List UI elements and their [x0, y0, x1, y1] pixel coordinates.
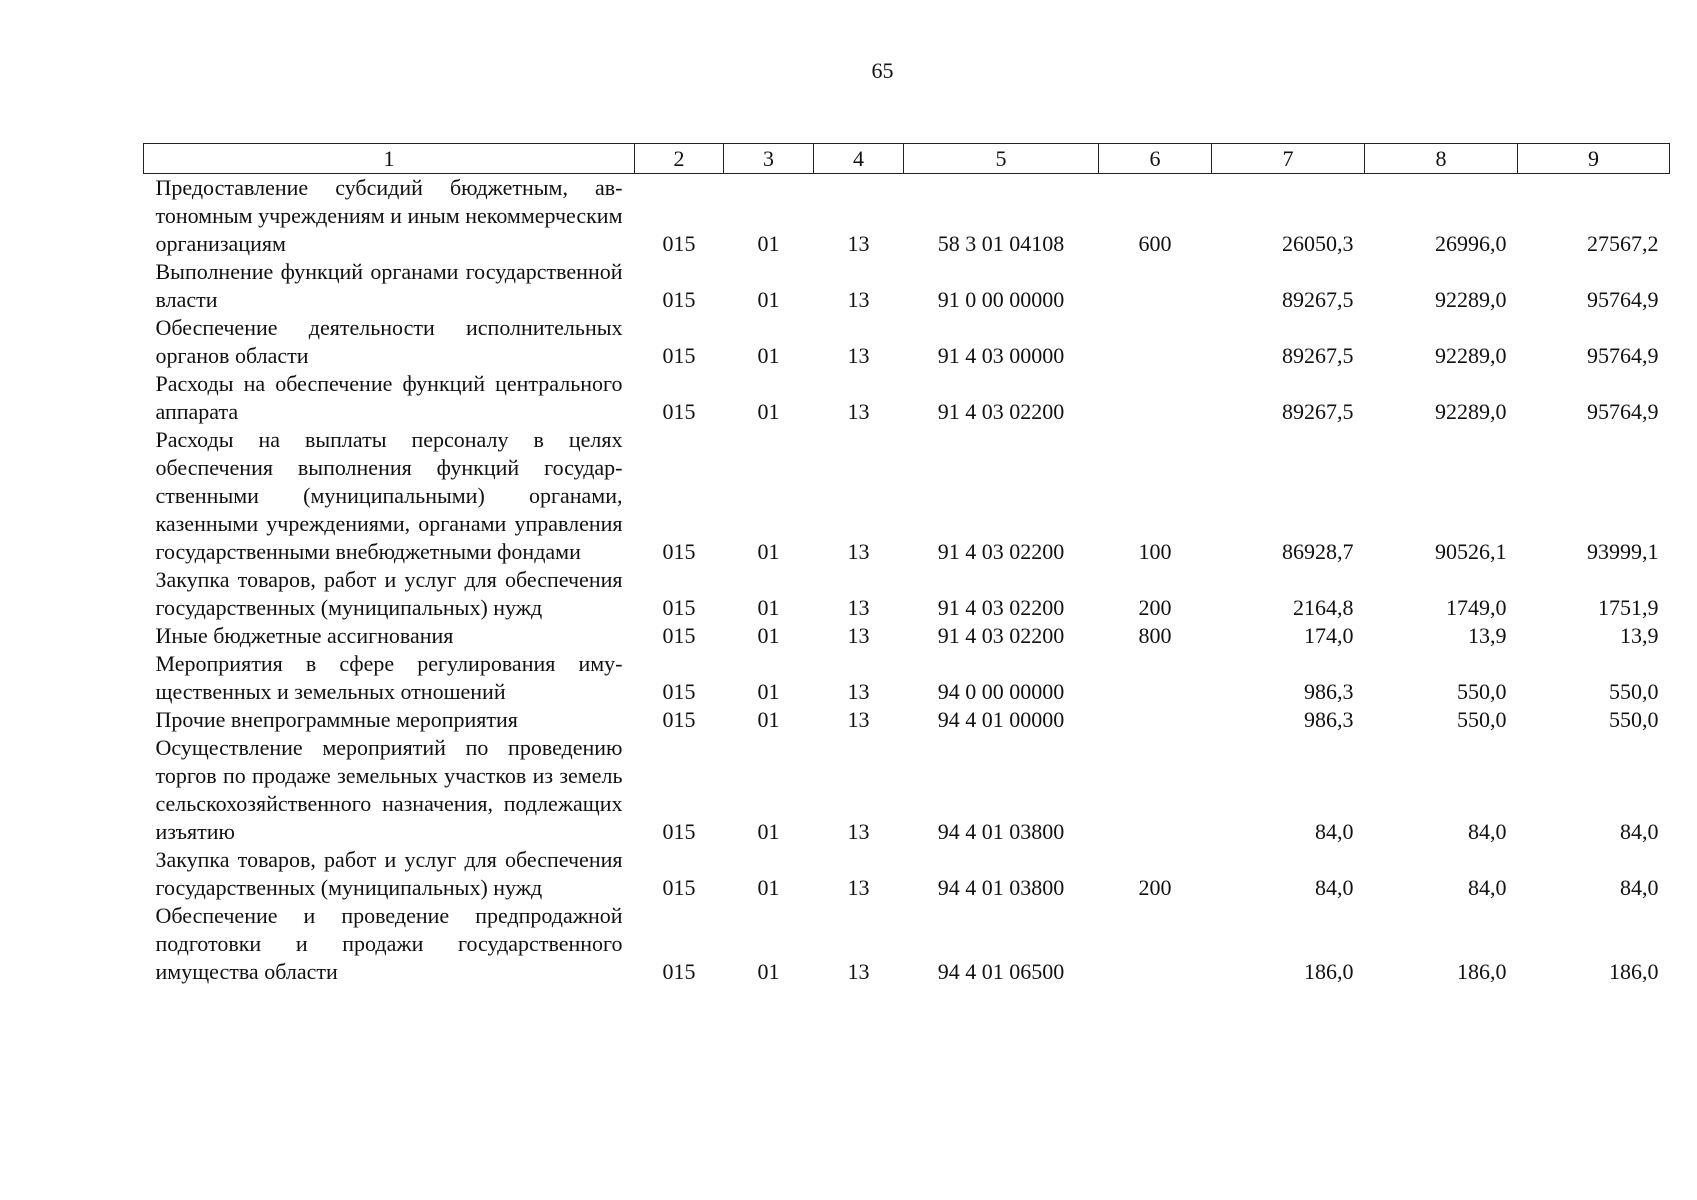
target-article-code: 94 4 01 00000: [937, 707, 1065, 732]
subsection-code: 13: [847, 707, 870, 732]
expense-type-code: [1099, 734, 1212, 846]
ministry-code: 015: [662, 875, 696, 900]
table-row: [144, 846, 1670, 902]
amount-col-7: 186,0: [1304, 959, 1354, 984]
amount-col-7: 174,0: [1304, 623, 1354, 648]
target-article-code: 91 4 03 02200: [937, 623, 1065, 648]
amount-col-8: 90526,1: [1435, 539, 1507, 564]
ministry-code: 015: [662, 399, 696, 424]
table-row: [144, 622, 1670, 650]
subsection-code: 13: [847, 343, 870, 368]
amount-col-7: 2164,8: [1293, 595, 1354, 620]
row-description: Расходы на обеспечение функций центрального аппарата: [155, 371, 623, 424]
column-header: 8: [1365, 144, 1518, 174]
amount-col-8: 1749,0: [1446, 595, 1507, 620]
ministry-code: 015: [662, 595, 696, 620]
target-article-code: 94 4 01 03800: [937, 819, 1065, 844]
amount-col-9: 1751,9: [1598, 595, 1659, 620]
table-body: [144, 174, 1670, 987]
expense-type-code: [1099, 258, 1212, 314]
section-code: 01: [757, 875, 780, 900]
row-description: Обеспечение деятельности исполнительных органов области: [155, 315, 623, 368]
subsection-code: 13: [847, 595, 870, 620]
subsection-code: 13: [847, 623, 870, 648]
amount-col-9: 95764,9: [1587, 287, 1659, 312]
expense-type-code: 600: [1138, 231, 1172, 256]
table-row: [144, 174, 1670, 259]
target-article-code: 91 0 00 00000: [937, 287, 1065, 312]
target-article-code: 91 4 03 02200: [937, 399, 1065, 424]
amount-col-7: 89267,5: [1282, 399, 1354, 424]
amount-col-8: 13,9: [1468, 623, 1507, 648]
amount-col-8: 84,0: [1468, 819, 1507, 844]
expense-type-code: 200: [1138, 875, 1172, 900]
expense-type-code: 100: [1138, 539, 1172, 564]
amount-col-7: 84,0: [1315, 819, 1354, 844]
column-header: 1: [144, 144, 635, 174]
table-header: [144, 144, 1670, 174]
row-description: Обеспечение и проведение предпродажной подготовки и продажи государственного имущества области: [155, 903, 623, 984]
row-description: Закупка товаров, работ и услуг для обеспечения государственных (муниципальных) нужд: [155, 567, 623, 620]
target-article-code: 91 4 03 00000: [937, 343, 1065, 368]
target-article-code: 91 4 03 02200: [937, 595, 1065, 620]
ministry-code: 015: [662, 231, 696, 256]
column-header: 3: [724, 144, 814, 174]
subsection-code: 13: [847, 539, 870, 564]
row-description: Прочие внепрограммные мероприятия: [155, 707, 518, 732]
row-description: Иные бюджетные ассигнования: [155, 623, 454, 648]
row-description: Выполнение функций органами государственной власти: [155, 259, 623, 312]
row-description: Мероприятия в сфере регулирования имущественных и земельных отношений: [155, 651, 623, 704]
ministry-code: 015: [662, 679, 696, 704]
expense-type-code: [1099, 706, 1212, 734]
amount-col-7: 986,3: [1304, 707, 1354, 732]
amount-col-9: 550,0: [1609, 707, 1659, 732]
amount-col-9: 550,0: [1609, 679, 1659, 704]
column-header: 7: [1212, 144, 1365, 174]
expense-type-code: 200: [1138, 595, 1172, 620]
expense-type-code: [1099, 902, 1212, 986]
ministry-code: 015: [662, 707, 696, 732]
section-code: 01: [757, 343, 780, 368]
amount-col-9: 93999,1: [1587, 539, 1659, 564]
amount-col-8: 26996,0: [1435, 231, 1507, 256]
budget-table: [143, 143, 1670, 986]
section-code: 01: [757, 623, 780, 648]
header-row: [144, 144, 1670, 174]
table-row: [144, 258, 1670, 314]
target-article-code: 94 4 01 06500: [937, 959, 1065, 984]
target-article-code: 58 3 01 04108: [937, 231, 1065, 256]
table-row: [144, 566, 1670, 622]
amount-col-8: 92289,0: [1435, 343, 1507, 368]
amount-col-9: 95764,9: [1587, 399, 1659, 424]
amount-col-7: 84,0: [1315, 875, 1354, 900]
amount-col-7: 89267,5: [1282, 287, 1354, 312]
table-row: [144, 314, 1670, 370]
ministry-code: 015: [662, 539, 696, 564]
amount-col-7: 86928,7: [1282, 539, 1354, 564]
amount-col-8: 92289,0: [1435, 287, 1507, 312]
row-description: Расходы на выплаты персоналу в целях обеспечения выполнения функций государственными (муниципальными) органами, казенными учреждениями, органами управления государственными внебюджетными фондами: [155, 427, 623, 564]
target-article-code: 94 0 00 00000: [937, 679, 1065, 704]
column-header: 4: [814, 144, 904, 174]
amount-col-9: 27567,2: [1587, 231, 1659, 256]
column-header: 9: [1518, 144, 1670, 174]
section-code: 01: [757, 679, 780, 704]
amount-col-7: 986,3: [1304, 679, 1354, 704]
column-header: 6: [1099, 144, 1212, 174]
amount-col-8: 92289,0: [1435, 399, 1507, 424]
section-code: 01: [757, 287, 780, 312]
table-row: [144, 902, 1670, 986]
ministry-code: 015: [662, 959, 696, 984]
subsection-code: 13: [847, 875, 870, 900]
amount-col-8: 186,0: [1457, 959, 1507, 984]
expense-type-code: [1099, 370, 1212, 426]
section-code: 01: [757, 595, 780, 620]
ministry-code: 015: [662, 819, 696, 844]
subsection-code: 13: [847, 399, 870, 424]
ministry-code: 015: [662, 287, 696, 312]
column-header: 2: [635, 144, 724, 174]
section-code: 01: [757, 707, 780, 732]
amount-col-7: 89267,5: [1282, 343, 1354, 368]
ministry-code: 015: [662, 343, 696, 368]
amount-col-8: 550,0: [1457, 707, 1507, 732]
amount-col-9: 84,0: [1620, 875, 1659, 900]
ministry-code: 015: [662, 623, 696, 648]
amount-col-9: 84,0: [1620, 819, 1659, 844]
amount-col-8: 84,0: [1468, 875, 1507, 900]
amount-col-9: 13,9: [1620, 623, 1659, 648]
row-description: Осуществление мероприятий по проведению торгов по продаже земельных участков из земель сельскохозяйственного назначения, подлежащих изъятию: [155, 735, 623, 844]
expense-type-code: [1099, 650, 1212, 706]
target-article-code: 94 4 01 03800: [937, 875, 1065, 900]
table-row: [144, 370, 1670, 426]
subsection-code: 13: [847, 287, 870, 312]
row-description: Предоставление субсидий бюджетным, автономным учреждениям и иным некоммерческим организациям: [155, 175, 623, 256]
subsection-code: 13: [847, 679, 870, 704]
section-code: 01: [757, 819, 780, 844]
expense-type-code: 800: [1138, 623, 1172, 648]
amount-col-9: 186,0: [1609, 959, 1659, 984]
page-number: 65: [871, 58, 894, 83]
section-code: 01: [757, 399, 780, 424]
subsection-code: 13: [847, 819, 870, 844]
table-row: [144, 706, 1670, 734]
table-row: [144, 734, 1670, 846]
expense-type-code: [1099, 314, 1212, 370]
amount-col-7: 26050,3: [1282, 231, 1354, 256]
section-code: 01: [757, 231, 780, 256]
section-code: 01: [757, 959, 780, 984]
table-row: [144, 426, 1670, 566]
amount-col-8: 550,0: [1457, 679, 1507, 704]
row-description: Закупка товаров, работ и услуг для обеспечения государственных (муниципальных) нужд: [155, 847, 623, 900]
subsection-code: 13: [847, 231, 870, 256]
target-article-code: 91 4 03 02200: [937, 539, 1065, 564]
section-code: 01: [757, 539, 780, 564]
amount-col-9: 95764,9: [1587, 343, 1659, 368]
column-header: 5: [904, 144, 1099, 174]
table-row: [144, 650, 1670, 706]
subsection-code: 13: [847, 959, 870, 984]
